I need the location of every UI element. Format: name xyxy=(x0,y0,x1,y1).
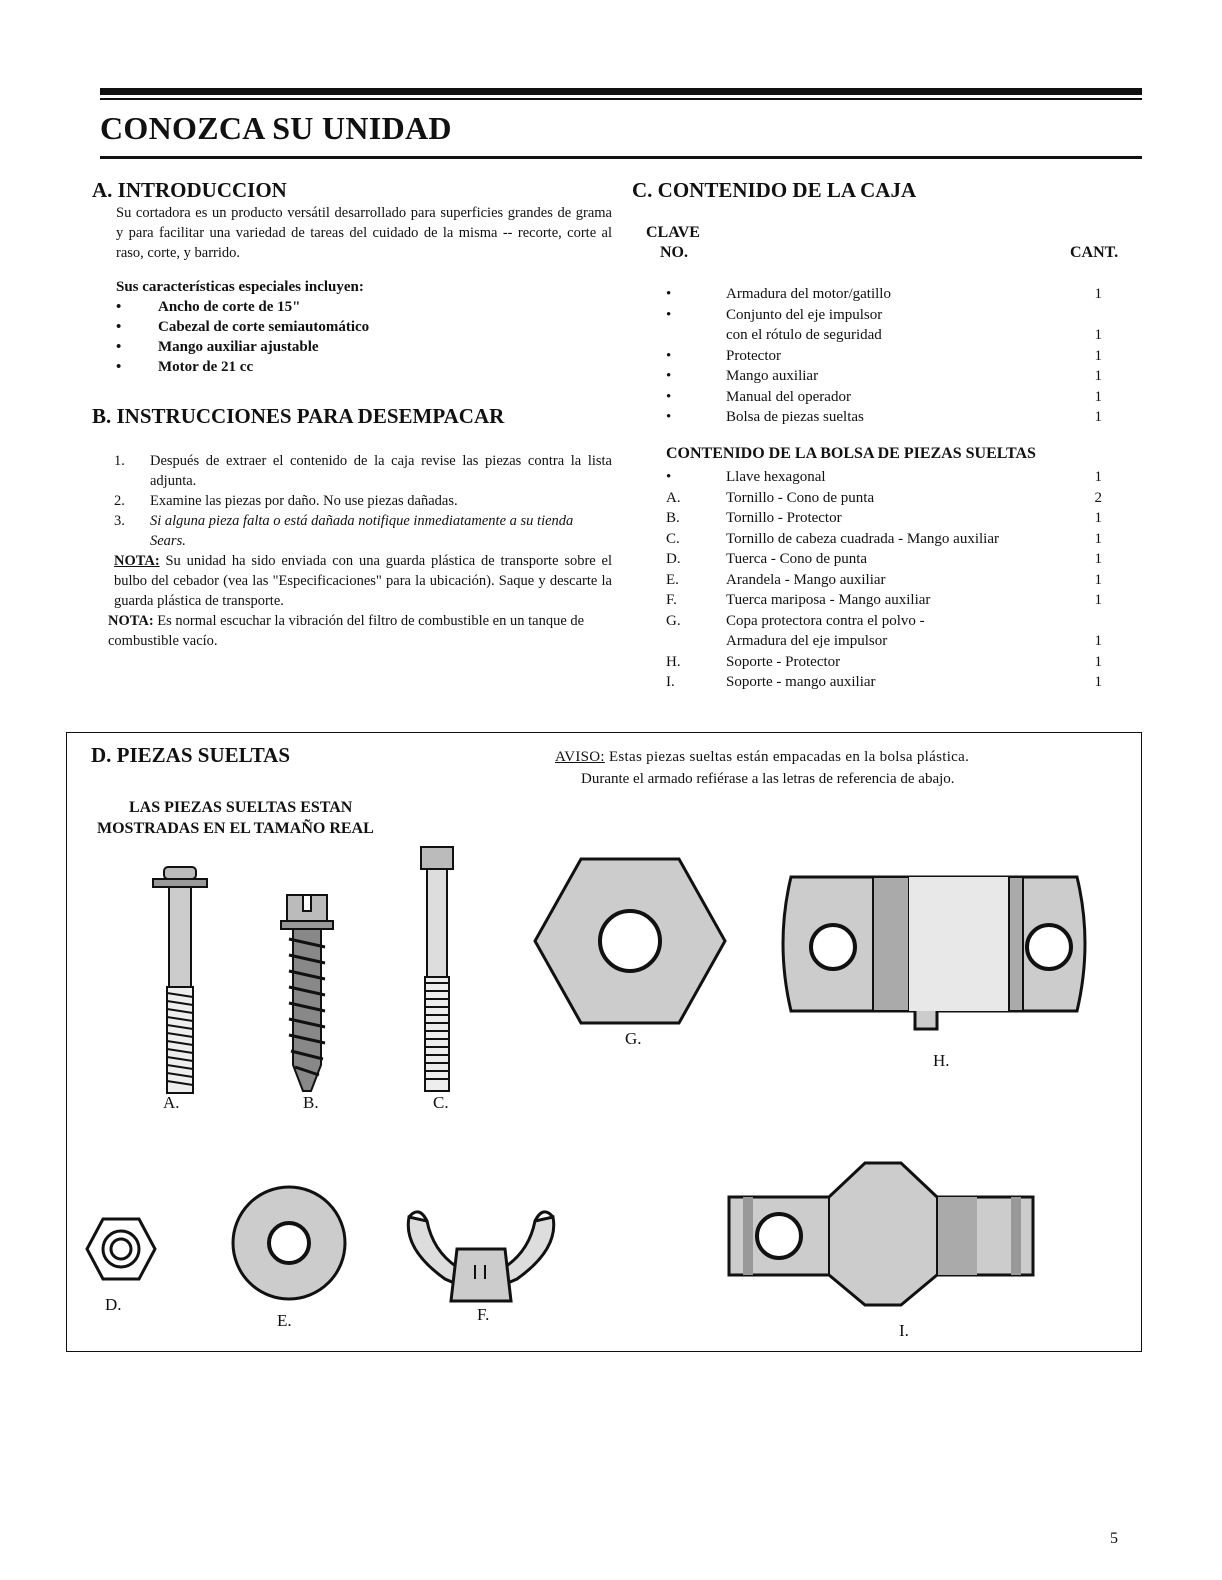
page-number: 5 xyxy=(1110,1530,1118,1547)
list-item: 1. Después de extraer el contenido de la caja revise las piezas contra la lista adjunta. xyxy=(114,453,612,489)
section-b xyxy=(92,404,612,651)
screw-b-drawing xyxy=(277,895,337,1095)
part-g-label: G. xyxy=(625,1029,642,1048)
list-item: 2. Examine las piezas por daño. No use piezas dañadas. xyxy=(114,493,458,509)
note-1: NOTA: Su unidad ha sido enviada con una guarda plástica de transporte sobre el bulbo del cebador (vea las "Especificaciones" para la ubicación). Saque y descarte la guarda plástica de transporte. xyxy=(114,553,612,609)
header-rule-thick xyxy=(100,88,1142,95)
list-item: 3. Si alguna pieza falta o está dañada notifique inmediatamente a su tienda Sears. xyxy=(114,513,574,549)
list-item: • Cabezal de corte semiautomático xyxy=(116,319,370,335)
scale-note-1: LAS PIEZAS SUELTAS ESTAN xyxy=(129,799,353,816)
part-d-label: D. xyxy=(105,1295,122,1314)
wing-nut-f-drawing xyxy=(405,1209,557,1305)
section-a xyxy=(92,178,612,377)
list-item: • Motor de 21 cc xyxy=(116,359,254,375)
list-item: • Ancho de corte de 15" xyxy=(116,299,301,315)
part-a-label: A. xyxy=(163,1093,180,1112)
list-item: • Mango auxiliar ajustable xyxy=(116,339,319,355)
page-title: CONOZCA SU UNIDAD xyxy=(100,110,452,146)
section-b-title: B. INSTRUCCIONES PARA DESEMPACAR xyxy=(92,404,505,428)
steps-list xyxy=(92,451,612,551)
part-c-label: C. xyxy=(433,1093,449,1112)
part-h-label: H. xyxy=(933,1051,950,1070)
screw-c-drawing xyxy=(419,847,459,1095)
note-2: NOTA: Es normal escuchar la vibración del filtro de combustible en un tanque de combustible vacío. xyxy=(108,613,585,649)
part-e-label: E. xyxy=(277,1311,292,1330)
part-i-label: I. xyxy=(899,1321,909,1340)
nut-d-drawing xyxy=(85,1217,157,1281)
bracket-i-drawing xyxy=(725,1157,1037,1309)
header-rule-thin xyxy=(100,98,1142,100)
aviso-line-2: Durante el armado refiérase a las letras de referencia de abajo. xyxy=(581,771,955,787)
scale-note-2: MOSTRADAS EN EL TAMAÑO REAL xyxy=(97,820,374,837)
section-d-title: D. PIEZAS SUELTAS xyxy=(91,743,290,767)
clave-header: CLAVE xyxy=(646,224,700,241)
part-f-label: F. xyxy=(477,1305,490,1324)
dust-cup-g-drawing xyxy=(535,857,725,1027)
no-header: NO. xyxy=(660,244,688,261)
aviso-line-1: AVISO: Estas piezas sueltas están empacadas en la bolsa plástica. xyxy=(555,749,970,765)
features-list xyxy=(92,297,612,377)
section-a-intro: Su cortadora es un producto versátil desarrollado para superficies grandes de grama y para facilitar una variedad de tareas del cuidado de la misma -- recorte, corte al raso, corte, y barrido. xyxy=(116,205,612,261)
section-c-title: C. CONTENIDO DE LA CAJA xyxy=(632,178,917,202)
part-b-label: B. xyxy=(303,1093,319,1112)
section-a-title: A. INTRODUCCION xyxy=(92,178,287,202)
bolt-a-drawing xyxy=(149,867,219,1097)
cant-header: CANT. xyxy=(1070,244,1119,261)
washer-e-drawing xyxy=(231,1185,347,1301)
features-heading: Sus características especiales incluyen: xyxy=(116,279,364,295)
title-underline xyxy=(100,156,1142,159)
bracket-h-drawing xyxy=(777,873,1093,1033)
bag-title: CONTENIDO DE LA BOLSA DE PIEZAS SUELTAS xyxy=(666,445,1036,462)
loose-parts-box xyxy=(66,732,1142,1352)
